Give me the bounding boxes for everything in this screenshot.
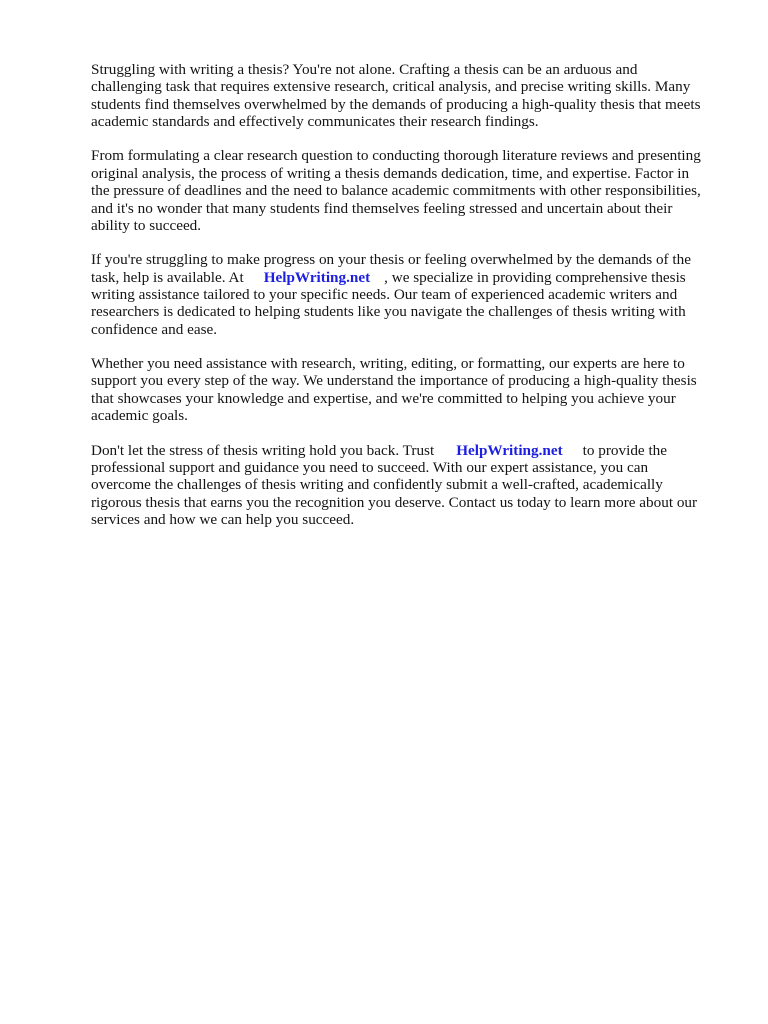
text-line: challenging task that requires extensive research, critical analysis, and precise writing skills. Many: [91, 78, 691, 96]
helpwriting-link[interactable]: HelpWriting.net: [263, 268, 371, 286]
text-line: the pressure of deadlines and the need to balance academic commitments with other responsibilities,: [91, 182, 701, 200]
text-line: services and how we can help you succeed.: [91, 511, 355, 529]
text-line: overcome the challenges of thesis writing and confidently submit a well-crafted, academically: [91, 476, 663, 494]
text-fragment: to provide the: [582, 441, 668, 459]
text-line: students find themselves overwhelmed by the demands of producing a high-quality thesis that meets: [91, 95, 701, 113]
text-line: original analysis, the process of writing a thesis demands dedication, time, and expertise. Factor in: [91, 164, 690, 182]
text-line: Whether you need assistance with research, writing, editing, or formatting, our experts are here to: [91, 355, 685, 373]
paragraph-help-available: [91, 251, 718, 338]
text-line: support you every step of the way. We understand the importance of producing a high-quality thesis: [91, 372, 697, 390]
text-line-with-link: [91, 269, 718, 286]
text-line: professional support and guidance you need to succeed. With our expert assistance, you can: [91, 458, 649, 476]
text-fragment: , we specialize in providing comprehensive thesis: [384, 268, 686, 286]
text-line: academic goals.: [91, 407, 188, 425]
text-fragment: task, help is available. At: [91, 268, 244, 286]
text-line: Struggling with writing a thesis? You're not alone. Crafting a thesis can be an arduous and: [91, 61, 638, 78]
text-line: ability to succeed.: [91, 217, 202, 235]
text-line: confidence and ease.: [91, 320, 218, 338]
text-line: academic standards and effectively communicates their research findings.: [91, 113, 539, 131]
paragraph-call-to-action: [91, 442, 718, 529]
text-line: If you're struggling to make progress on your thesis or feeling overwhelmed by the demands of the: [91, 251, 691, 269]
text-line: writing assistance tailored to your specific needs. Our team of experienced academic writers and: [91, 286, 678, 304]
text-line-with-link: [91, 442, 718, 459]
text-line: and it's no wonder that many students find themselves feeling stressed and uncertain about their: [91, 199, 673, 217]
text-line: researchers is dedicated to helping students like you navigate the challenges of thesis writing with: [91, 303, 686, 321]
paragraph-process: [91, 147, 718, 234]
text-line: rigorous thesis that earns you the recognition you deserve. Contact us today to learn more about our: [91, 493, 698, 511]
paragraph-intro: [91, 61, 718, 131]
paragraph-assistance: [91, 355, 718, 425]
text-line: that showcases your knowledge and expertise, and we're committed to helping you achieve your: [91, 389, 676, 407]
text-fragment: Don't let the stress of thesis writing hold you back. Trust: [91, 441, 435, 459]
helpwriting-link[interactable]: HelpWriting.net: [456, 441, 563, 459]
text-line: From formulating a clear research question to conducting thorough literature reviews and presenting: [91, 147, 701, 165]
